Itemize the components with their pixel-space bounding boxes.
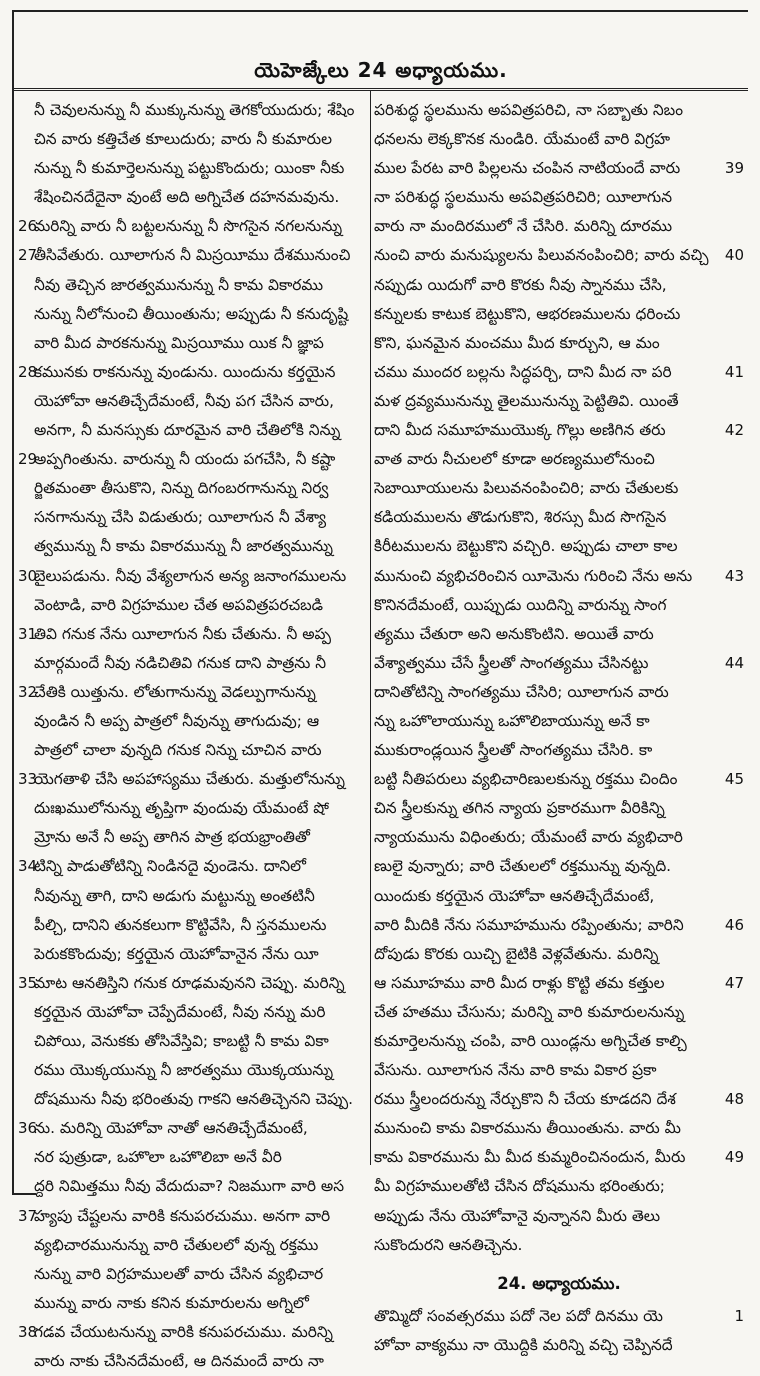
- line-text: మరిన్ని వారు నీ బట్టలనున్ను నీ సొగసైన నగలనున్ను: [34, 217, 343, 236]
- verse-number: 37: [18, 1206, 38, 1225]
- line-text: నప్పుడు యిదుగో వారి కొరకు నీవు స్నానము చేసి,: [374, 275, 667, 294]
- line-text: దానితోటిన్ని సాంగత్యము చేసిరి; యీలాగున వారు: [374, 682, 669, 701]
- text-line: [374, 562, 744, 591]
- verse-number: 27: [18, 246, 38, 265]
- text-line: [374, 969, 744, 998]
- line-text: వారి మీదికి నేను సమూహమును రప్పింతును; వారిని: [374, 915, 684, 934]
- verse-number: 28: [18, 362, 38, 381]
- text-line: [18, 562, 364, 591]
- text-line: [374, 1172, 744, 1201]
- line-text: కామ వికారమును మీ మీద కుమ్మరించినందున, మీరు: [374, 1148, 686, 1167]
- line-text: కమునకు రాకనున్ను వుండును. యిందును కర్తయైన: [34, 362, 336, 381]
- line-text: కన్నులకు కాటుక బెట్టుకొని, ఆభరణములను ధరించు: [374, 304, 681, 323]
- line-text: శేషించినదేదైనా వుంటే అది అగ్నిచేత దహనమవును.: [34, 188, 340, 207]
- line-text: అప్పగింతును. వారున్ను నీ యందు పగచేసి, నీ కష్టా: [34, 450, 336, 469]
- text-line: [374, 212, 744, 241]
- line-text: మళ ద్రవ్యమునున్ను తైలమునున్ను పెట్టితివి. యింతే: [374, 391, 679, 410]
- line-text: కొని, ఘనమైన మంచము మీద కూర్చుని, ఆ మం: [374, 333, 660, 352]
- text-line: [18, 1085, 364, 1114]
- chapter-subheading: 24. అధ్యాయము.: [497, 1273, 621, 1293]
- text-line: [18, 1231, 364, 1260]
- right-column-chapter-text: [374, 1302, 744, 1360]
- text-line: [18, 649, 364, 678]
- text-line: [18, 241, 364, 270]
- text-line: [18, 591, 364, 620]
- text-line: [374, 183, 744, 212]
- line-text: నున్ను నీలోనుంచి తీయింతును; అప్పుడు నీ కనుదృష్టి: [34, 304, 349, 323]
- line-text: తీసివేతురు. యీలాగున నీ మిస్రయీము దేశమునుంచి: [34, 246, 351, 265]
- verse-number: 30: [18, 566, 38, 585]
- text-line: [18, 96, 364, 125]
- line-text: యెహోవా ఆనతిచ్చేదేమంటే, నీవు పగ చేసిన వారు,: [34, 391, 335, 410]
- text-line: [18, 940, 364, 969]
- text-line: [18, 416, 364, 445]
- line-text: ను. మరిన్ని యెహోవా నాతో ఆనతిచ్చేదేమంటే,: [34, 1119, 308, 1138]
- verse-number: 49: [724, 1148, 744, 1167]
- verse-number: 31: [18, 624, 38, 643]
- text-line: [374, 125, 744, 154]
- text-line: [374, 154, 744, 183]
- line-text: వేసును. యీలాగున నేను వారి కామ వికార ప్రకా: [374, 1061, 657, 1080]
- line-text: వ్యభిచారమునున్ను వారి చేతులలో వున్న రక్తము: [34, 1235, 319, 1254]
- text-line: [374, 911, 744, 940]
- right-column-text: [374, 96, 744, 1260]
- text-line: [18, 1027, 364, 1056]
- line-text: ణులై వున్నారు; వారి చేతులలో రక్తమున్ను వున్నది.: [374, 857, 672, 876]
- verse-number: 46: [724, 915, 744, 934]
- text-line: [374, 387, 744, 416]
- text-line: [374, 882, 744, 911]
- line-text: టిన్ని పాడుతోటిన్ని నిండినదై వుండెను. దానిలో: [34, 857, 306, 876]
- line-text: నుంచి వారు మనుష్యులను పిలువనంపించిరి; వారు వచ్చి: [374, 246, 709, 265]
- verse-number: 32: [18, 682, 38, 701]
- text-line: [374, 474, 744, 503]
- line-text: హ్యపు చేష్టలను వారికి కనుపరచుము. అనగా వారి: [34, 1206, 331, 1225]
- verse-number: 33: [18, 770, 38, 789]
- text-line: [18, 998, 364, 1027]
- text-line: [18, 154, 364, 183]
- text-line: [18, 707, 364, 736]
- line-text: రము స్త్రీలందరున్ను నేర్చుకొని నీ చేయ కూడదని దేశ: [374, 1090, 676, 1109]
- line-text: వాత వారు నీచులలో కూడా అరణ్యములోనుంచి: [374, 450, 655, 469]
- line-text: యిందుకు కర్తయైన యెహోవా ఆనతిచ్చేదేమంటే,: [374, 886, 655, 905]
- line-text: యెగతాళి చేసి అపహాస్యము చేతురు. మత్తులోనున్ను: [34, 770, 345, 789]
- line-text: దోపుడు కొరకు యిచ్చి బైటికి వెళ్లవేతును. మరిన్ని: [374, 944, 659, 963]
- text-line: [18, 1318, 364, 1347]
- line-text: మీ విగ్రహములతోటి చేసిన దోషమును భరింతురు;: [374, 1177, 665, 1196]
- line-text: సెబాయీయులను పిలువనంపించిరి; వారు చేతులకు: [374, 479, 679, 498]
- text-line: [18, 969, 364, 998]
- line-text: న్యాయమును విధింతురు; యేమంటే వారు వ్యభిచారి: [374, 828, 683, 847]
- text-line: [374, 1231, 744, 1260]
- text-line: [374, 1056, 744, 1085]
- verse-number: 36: [18, 1119, 38, 1138]
- text-line: [374, 765, 744, 794]
- line-text: చిన వారు కత్తిచేత కూలుదురు; వారు నీ కుమారుల: [34, 130, 332, 149]
- line-text: చిన స్త్రీలకున్ను తగిన న్యాయ ప్రకారముగా వీరికిన్ని: [374, 799, 665, 818]
- text-line: [374, 998, 744, 1027]
- text-line: [18, 1289, 364, 1318]
- text-line: [18, 1260, 364, 1289]
- line-text: మునుంచి కామ వికారమును తీయింతును. వారు మీ: [374, 1119, 681, 1138]
- text-line: [374, 591, 744, 620]
- text-line: [18, 1143, 364, 1172]
- line-text: చము ముందర బల్లను సిద్ధపర్చి, దాని మీద నా పరి: [374, 362, 672, 381]
- line-text: నీవున్ను తాగి, దాని అడుగు మట్టున్ను అంతటినీ: [34, 886, 315, 905]
- line-text: బైలుపడును. నీవు వేశ్యలాగున అన్య జనాంగములను: [34, 566, 347, 585]
- verse-number: 26: [18, 217, 38, 236]
- verse-number: 47: [724, 973, 744, 992]
- verse-number: 35: [18, 973, 38, 992]
- text-line: [374, 1027, 744, 1056]
- line-text: చేత హతము చేసును; మరిన్ని వారి కుమారులనున్ను: [374, 1002, 685, 1021]
- line-text: ముకురాండ్లయిన స్త్రీలతో సాంగత్యము చేసిరి. కా: [374, 741, 653, 760]
- verse-number: 45: [724, 770, 744, 789]
- text-line: [18, 1056, 364, 1085]
- text-line: [18, 532, 364, 561]
- line-text: ధనలను లెక్కకొనక నుండిరి. యేమంటే వారి విగ్రహ: [374, 130, 671, 149]
- verse-number: 29: [18, 450, 38, 469]
- left-column: [18, 96, 364, 1376]
- verse-number: 38: [18, 1322, 38, 1341]
- line-text: కుమార్తెలనున్ను చంపి, వారి యిండ్లను అగ్నిచేత కాల్చి: [374, 1032, 687, 1050]
- text-line: [374, 1114, 744, 1143]
- text-line: [18, 387, 364, 416]
- column-divider: [370, 91, 371, 1165]
- line-text: కర్తయైన యెహోవా చెప్పేదేమంటే, నీవు నన్ను మరి: [34, 1002, 326, 1021]
- verse-number: 48: [724, 1090, 744, 1109]
- line-text: పీల్చి, దానిని తునకలుగా కొట్టివేసి, నీ స్తనములను: [34, 915, 327, 934]
- text-line: [374, 271, 744, 300]
- line-text: హోవా వాక్యము నా యొద్దికి మరిన్ని వచ్చి చెప్పినదే: [374, 1335, 673, 1354]
- line-text: నర పుత్రుడా, ఒహొలా ఒహొలిబా అనే వీరి: [34, 1148, 282, 1167]
- line-text: పెరుకకొందువు; కర్తయైన యెహోవానైన నేను యీ: [34, 944, 319, 963]
- text-line: [18, 300, 364, 329]
- text-line: [374, 707, 744, 736]
- line-text: మాట ఆనతిస్తిని గనుక రూఢమవునని చెప్పు. మరిన్ని: [34, 973, 345, 992]
- line-text: దోషమును నీవు భరింతువు గాకని ఆనతిచ్చెనని చెప్పు.: [34, 1090, 354, 1109]
- text-line: [18, 911, 364, 940]
- line-text: దుఃఖములోనున్ను తృప్తిగా వుందువు యేమంటే షో: [34, 799, 329, 818]
- line-text: నున్ను వారి విగ్రహములతో వారు చేసిన వ్యభిచార: [34, 1264, 324, 1283]
- text-line: [374, 678, 744, 707]
- text-line: [374, 1302, 744, 1331]
- text-line: [18, 474, 364, 503]
- text-line: [374, 1143, 744, 1172]
- text-line: [374, 649, 744, 678]
- text-line: [18, 212, 364, 241]
- line-text: ద్దరి నిమిత్తము నీవు వేదుదువా? నిజముగా వారి అస: [34, 1177, 345, 1196]
- verse-number: 39: [724, 159, 744, 178]
- line-text: మార్గమందే నీవు నడిచితివి గనుక దాని పాత్రను నీ: [34, 653, 327, 672]
- verse-number: 44: [724, 653, 744, 672]
- line-text: వుండిన నీ అప్ప పాత్రలో నీవున్ను తాగుదువు; ఆ: [34, 711, 320, 730]
- line-text: మునుంచి వ్యభిచరించిన యీమెను గురించి నేను అను: [374, 566, 693, 585]
- line-text: నీవు తెచ్చిన జారత్వమునున్ను నీ కామ వికారము: [34, 275, 324, 294]
- line-text: రము యొక్కయున్ను నీ జారత్వము యొక్కయున్ను: [34, 1061, 334, 1080]
- line-text: మున్ను వారు నాకు కనిన కుమారులను అగ్నిలో: [34, 1293, 309, 1312]
- text-line: [374, 300, 744, 329]
- line-text: కొనినదేమంటే, యిప్పుడు యిదిన్ని వారున్ను సాంగ: [374, 595, 667, 614]
- page: [12, 10, 748, 1371]
- text-line: [18, 852, 364, 881]
- footer-mark: [14, 1179, 36, 1195]
- line-text: తివి గనుక నేను యీలాగున నీకు చేతును. నీ అప్ప: [34, 624, 332, 643]
- text-line: [18, 358, 364, 387]
- line-text: తొమ్మిదో సంవత్సరము పదో నెల పదో దినము యె: [374, 1306, 663, 1325]
- line-text: త్వమున్ను నీ కామ వికారమున్ను నీ జారత్వమున్ను: [34, 537, 333, 556]
- text-line: [374, 736, 744, 765]
- line-text: ర్జితమంతా తీసుకొని, నిన్ను దిగంబరగానున్ను నిర్వ: [34, 479, 329, 498]
- text-line: [374, 416, 744, 445]
- line-text: ఆ సమూహము వారి మీద రాళ్లు కొట్టి తమ కత్తుల: [374, 973, 665, 992]
- text-line: [18, 620, 364, 649]
- line-text: వేశ్యాత్వము చేసే స్త్రీలతో సాంగత్యము చేసినట్టు: [374, 653, 649, 672]
- text-line: [374, 1331, 744, 1360]
- text-line: [18, 736, 364, 765]
- line-text: సుకొందురని ఆనతిచ్చెను.: [374, 1235, 523, 1254]
- verse-number: 41: [724, 362, 744, 381]
- verse-number: 43: [724, 566, 744, 585]
- line-text: త్యము చేతురా అని అనుకొంటిని. అయితే వారు: [374, 624, 654, 643]
- line-text: వారు నాకు చేసినదేమంటే, ఆ దినమందే వారు నా: [34, 1352, 324, 1371]
- text-line: [18, 329, 364, 358]
- line-text: అనగా, నీ మనస్సుకు దూరమైన వారి చేతిలోకి నిన్ను: [34, 421, 341, 440]
- text-line: [374, 358, 744, 387]
- line-text: నీ చెవులనున్ను నీ ముక్కునున్ను తెగకోయుదురు; శేషిం: [34, 101, 355, 119]
- line-text: కిరీటములను బెట్టుకొని వచ్చిరి. అప్పుడు చాలా కాల: [374, 537, 678, 556]
- text-line: [18, 271, 364, 300]
- line-text: ముల పేరట వారి పిల్లలను చంపిన నాటియందే వారు: [374, 159, 681, 178]
- text-line: [18, 882, 364, 911]
- line-text: కడియములను తొడుగుకొని, శిరస్సు మీద సొగసైన: [374, 508, 667, 527]
- text-line: [18, 1347, 364, 1376]
- text-line: [374, 852, 744, 881]
- line-text: వెంటాడి, వారి విగ్రహముల చేత అపవిత్రపరచబడి: [34, 595, 324, 614]
- line-text: వారి మీద పారకనున్ను మిస్రయీము యిక నీ జ్ఞాప: [34, 333, 324, 352]
- line-text: చిపోయి, వెనుకకు తోసివేస్తివి; కాబట్టి నీ కామ వికా: [34, 1032, 329, 1050]
- page-header: [14, 12, 748, 91]
- line-text: దాని మీద సమూహముయొక్క గొల్లు అణిగిన తరు: [374, 421, 666, 440]
- text-line: [18, 1172, 364, 1201]
- text-line: [18, 678, 364, 707]
- text-line: [374, 794, 744, 823]
- text-line: [374, 503, 744, 532]
- text-line: [374, 620, 744, 649]
- line-text: వారు నా మందిరములో నే చేసిరి. మరిన్ని దూరము: [374, 217, 673, 236]
- text-line: [374, 940, 744, 969]
- line-text: నున్ను నీ కుమార్తెలనున్ను పట్టుకొందురు; యింకా నీకు: [34, 159, 345, 178]
- line-text: సనగానున్ను చేసి విడుతురు; యీలాగున నీ వేశ్యా: [34, 508, 327, 527]
- text-line: [374, 1202, 744, 1231]
- text-line: [374, 532, 744, 561]
- text-line: [18, 125, 364, 154]
- text-line: [18, 794, 364, 823]
- line-text: గడవ చేయుటనున్ను వారికి కనుపరచుము. మరిన్ని: [34, 1322, 333, 1341]
- line-text: బట్టి నీతిపరులు వ్యభిచారిణులకున్ను రక్తము చిందిం: [374, 770, 678, 789]
- text-line: [18, 765, 364, 794]
- line-text: మ్రోను అనే నీ అప్ప తాగిన పాత్ర భయభ్రాంతితో: [34, 828, 310, 847]
- text-line: [374, 329, 744, 358]
- right-column: [374, 96, 744, 1360]
- page-title: యెహెజ్కేలు 24 అధ్యాయము.: [254, 58, 508, 82]
- text-line: [374, 823, 744, 852]
- verse-number: 42: [724, 421, 744, 440]
- line-text: నా పరిశుద్ధ స్థలమును అపవిత్రపరిచిరి; యీలాగున: [374, 188, 673, 207]
- text-line: [18, 445, 364, 474]
- line-text: పాత్రలో చాలా వున్నది గనుక నిన్ను చూచిన వారు: [34, 741, 322, 760]
- text-line: [18, 1202, 364, 1231]
- line-text: న్ను ఒహొలాయున్ను ఒహొలిబాయున్ను అనే కా: [374, 711, 650, 730]
- line-text: అప్పుడు నేను యెహోవానై వున్నానని మీరు తెలు: [374, 1206, 661, 1225]
- verse-number: 40: [724, 246, 744, 265]
- text-line: [374, 96, 744, 125]
- text-line: [374, 241, 744, 270]
- text-line: [374, 445, 744, 474]
- line-text: పరిశుద్ధ స్థలమును అపవిత్రపరిచి, నా సబ్బాతు నిబం: [374, 101, 684, 119]
- text-line: [18, 823, 364, 852]
- line-text: చేతికి యిత్తును. లోతుగానున్ను వెడల్పుగానున్ను: [34, 682, 316, 701]
- text-line: [18, 503, 364, 532]
- text-line: [18, 1114, 364, 1143]
- verse-number: 1: [734, 1306, 744, 1325]
- verse-number: 34: [18, 857, 38, 876]
- text-line: [18, 183, 364, 212]
- text-line: [374, 1085, 744, 1114]
